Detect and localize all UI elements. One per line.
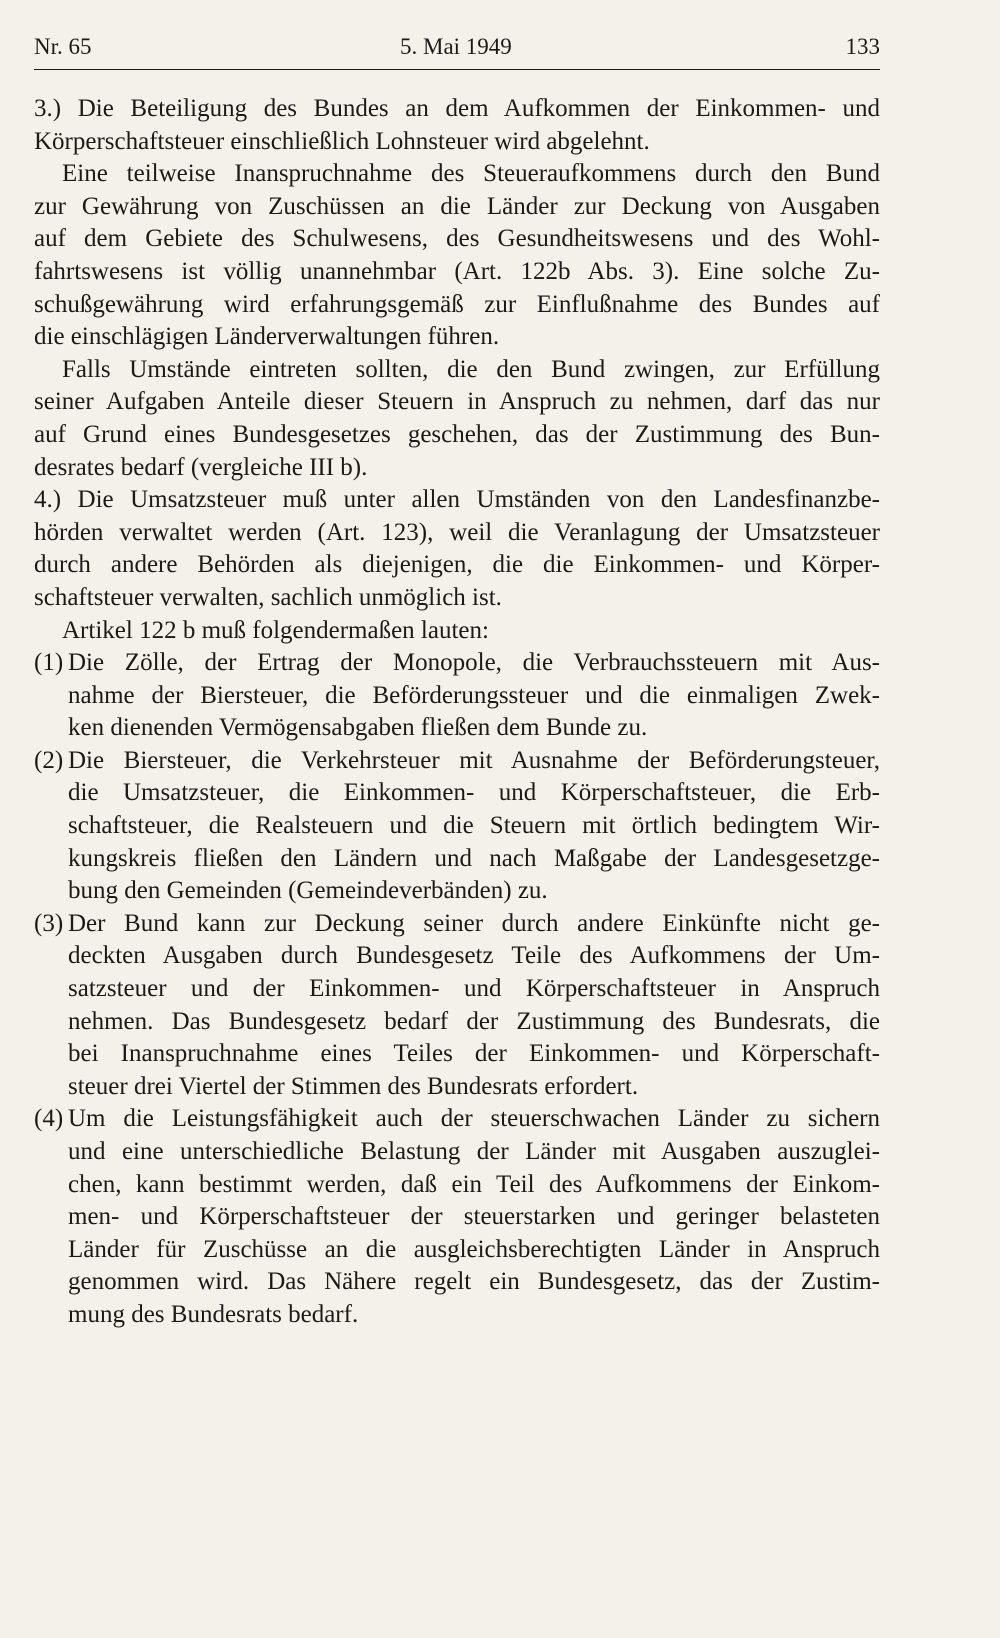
text-line: Die Zölle, der Ertrag der Monopole, die Verbrauchssteuern mit Aus- xyxy=(68,649,880,677)
text-line: seiner Aufgaben Anteile dieser Steuern in Anspruch zu nehmen, darf das nur xyxy=(34,388,880,416)
text-line: Der Bund kann zur Deckung seiner durch andere Einkünfte nicht ge- xyxy=(68,909,880,937)
text-line: mung des Bundesrats bedarf. xyxy=(68,1300,359,1328)
text-line: Länder für Zuschüsse an die ausgleichsberechtigten Länder in Anspruch xyxy=(68,1235,880,1263)
body-text xyxy=(34,93,880,1332)
text-line: auf dem Gebiete des Schulwesens, des Gesundheitswesens und des Wohl- xyxy=(34,225,880,253)
item-number: (1) xyxy=(34,649,64,677)
issue-number: Nr. 65 xyxy=(34,34,92,59)
text-line: bei Inanspruchnahme eines Teiles der Einkommen- und Körperschaft- xyxy=(68,1040,880,1068)
text-line: satzsteuer und der Einkommen- und Körperschaftsteuer in Anspruch xyxy=(68,975,880,1003)
text-line: Falls Umstände eintreten sollten, die den Bund zwingen, zur Erfüllung xyxy=(62,355,880,383)
item-number: (3) xyxy=(34,909,64,937)
list-item-line xyxy=(34,745,880,778)
text-line: schaftsteuer verwalten, sachlich unmöglich ist. xyxy=(34,583,502,611)
text-line: schußgewährung wird erfahrungsgemäß zur Einflußnahme des Bundes auf xyxy=(34,290,880,318)
text-line: durch andere Behörden als diejenigen, die die Einkommen- und Körper- xyxy=(34,551,880,579)
text-line: hörden verwaltet werden (Art. 123), weil die Veranlagung der Umsatzsteuer xyxy=(34,518,880,546)
text-line: ken dienenden Vermögensabgaben fließen dem Bunde zu. xyxy=(68,714,648,742)
header-rule xyxy=(34,69,880,70)
page-number: 133 xyxy=(845,34,880,59)
text-line: men- und Körperschaftsteuer der steuerstarken und geringer belasteten xyxy=(68,1203,880,1231)
text-line: und eine unterschiedliche Belastung der Länder mit Ausgaben auszuglei- xyxy=(68,1138,880,1165)
text-line: steuer drei Viertel der Stimmen des Bundesrats erfordert. xyxy=(68,1072,639,1100)
list-item-line xyxy=(34,1103,880,1136)
text-line: deckten Ausgaben durch Bundesgesetz Teile des Aufkommens der Um- xyxy=(68,942,880,970)
text-line: die Umsatzsteuer, die Einkommen- und Körperschaftsteuer, die Erb- xyxy=(68,779,880,807)
running-head xyxy=(34,34,880,68)
text-line: 3.) Die Beteiligung des Bundes an dem Aufkommen der Einkommen- und xyxy=(34,95,880,122)
text-line: auf Grund eines Bundesgesetzes geschehen, das der Zustimmung des Bun- xyxy=(34,420,880,448)
text-line: bung den Gemeinden (Gemeindeverbänden) zu. xyxy=(68,877,548,905)
text-line: kungskreis fließen den Ländern und nach Maßgabe der Landesgesetzge- xyxy=(68,844,880,872)
text-line: Um die Leistungsfähigkeit auch der steuerschwachen Länder zu sichern xyxy=(68,1105,880,1133)
text-line: nehmen. Das Bundesgesetz bedarf der Zustimmung des Bundesrats, die xyxy=(68,1007,880,1035)
text-line: zur Gewährung von Zuschüssen an die Länder zur Deckung von Ausgaben xyxy=(34,192,880,220)
text-line: schaftsteuer, die Realsteuern und die Steuern mit örtlich bedingtem Wir- xyxy=(68,812,880,840)
text-line: Artikel 122 b muß folgendermaßen lauten: xyxy=(62,616,489,644)
text-line: fahrtswesens ist völlig unannehmbar (Art. 122b Abs. 3). Eine solche Zu- xyxy=(34,257,880,285)
text-line: chen, kann bestimmt werden, daß ein Teil des Aufkommens der Einkom- xyxy=(68,1170,880,1198)
text-line: Körperschaftsteuer einschließlich Lohnsteuer wird abgelehnt. xyxy=(34,127,650,155)
item-number: (2) xyxy=(34,746,64,774)
text-line: Die Biersteuer, die Verkehrsteuer mit Ausnahme der Beförderungsteuer, xyxy=(68,746,880,774)
issue-date: 5. Mai 1949 xyxy=(400,34,512,59)
text-line: 4.) Die Umsatzsteuer muß unter allen Umständen von den Landesfinanzbe- xyxy=(34,486,880,514)
list-item-line xyxy=(34,908,880,941)
item-number: (4) xyxy=(34,1105,64,1133)
text-line: die einschlägigen Länderverwaltungen führen. xyxy=(34,323,500,351)
text-line: genommen wird. Das Nähere regelt ein Bundesgesetz, das der Zustim- xyxy=(68,1268,880,1296)
text-line: desrates bedarf (vergleiche III b). xyxy=(34,453,368,481)
text-line: Eine teilweise Inanspruchnahme des Steueraufkommens durch den Bund xyxy=(62,160,880,188)
list-item-line xyxy=(34,647,880,680)
text-line: nahme der Biersteuer, die Beförderungssteuer und die einmaligen Zwek- xyxy=(68,681,880,709)
